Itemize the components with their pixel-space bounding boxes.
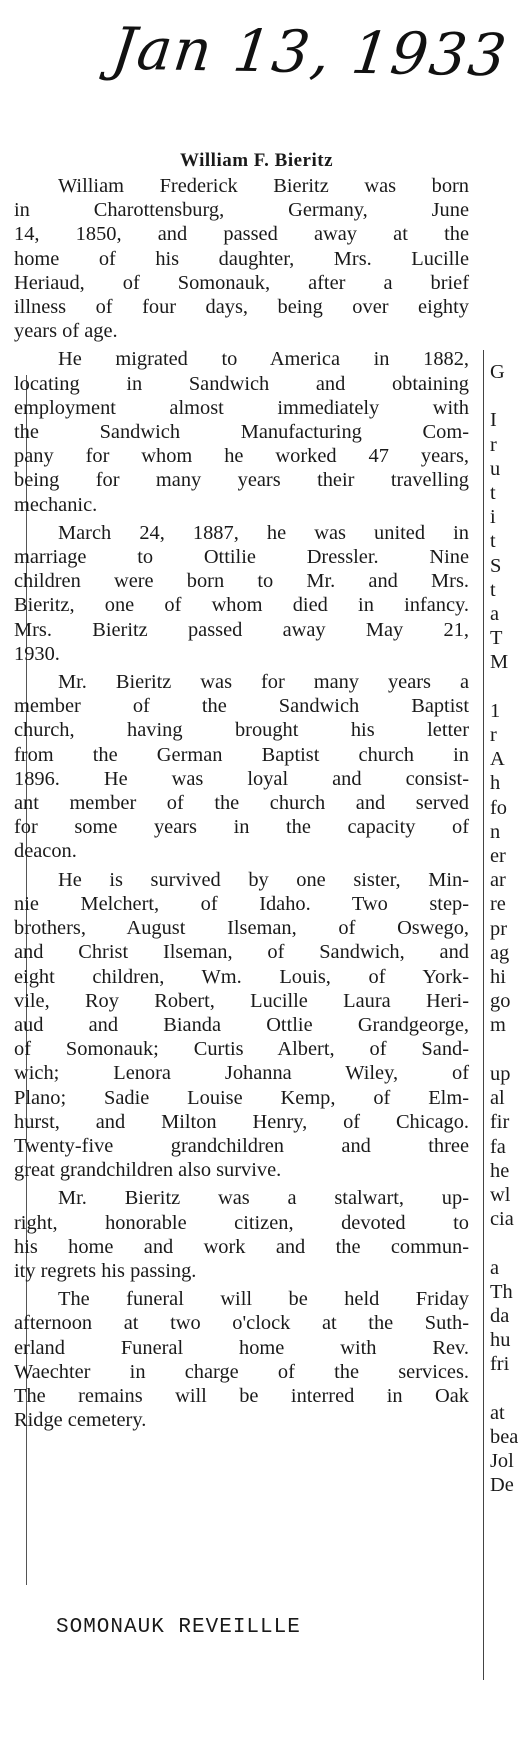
- newspaper-clipping: [14, 150, 519, 1580]
- obituary-paragraph: [14, 1186, 469, 1283]
- paragraph-line: from the German Baptist church in: [14, 743, 469, 766]
- fragment-line: al: [490, 1087, 505, 1110]
- paragraph-line: March 24, 1887, he was united in: [58, 521, 469, 544]
- paragraph-line: 1930.: [14, 642, 60, 665]
- paragraph-line: erland Funeral home with Rev.: [14, 1336, 469, 1359]
- fragment-line: fri: [490, 1353, 510, 1376]
- paragraph-line: marriage to Ottilie Dressler. Nine: [14, 546, 469, 569]
- obituary-paragraph: [14, 868, 469, 1183]
- fragment-line: m: [490, 1014, 506, 1037]
- fragment-line: hu: [490, 1329, 511, 1352]
- paragraph-line: Waechter in charge of the services.: [14, 1360, 469, 1383]
- fragment-line: fir: [490, 1111, 510, 1134]
- paragraph-line: pany for whom he worked 47 years,: [14, 445, 469, 468]
- fragment-line: bea: [490, 1425, 519, 1448]
- paragraph-line: ity regrets his passing.: [14, 1259, 197, 1282]
- paragraph-line: Mrs. Bieritz passed away May 21,: [14, 618, 469, 641]
- fragment-line: t: [490, 530, 496, 553]
- fragment-line: er: [490, 845, 506, 868]
- fragment-line: a: [490, 603, 500, 626]
- paragraph-line: his home and work and the commun-: [14, 1235, 469, 1258]
- paragraph-line: Ridge cemetery.: [14, 1409, 147, 1432]
- fragment-line: go: [490, 990, 511, 1013]
- paragraph-line: Bieritz, one of whom died in infancy.: [14, 594, 469, 617]
- paragraph-line: and Christ Ilseman, of Sandwich, and: [14, 941, 469, 964]
- fragment-line: [490, 1377, 524, 1401]
- fragment-line: [490, 675, 524, 699]
- paragraph-line: He migrated to America in 1882,: [58, 348, 469, 371]
- fragment-line: ar: [490, 869, 506, 892]
- fragment-line: up: [490, 1062, 511, 1085]
- fragment-line: pr: [490, 917, 507, 940]
- paragraph-line: years of age.: [14, 320, 118, 343]
- fragment-line: i: [490, 506, 496, 529]
- right-column-rule: [483, 350, 484, 1680]
- fragment-line: t: [490, 482, 496, 505]
- paragraph-line: Mr. Bieritz was a stalwart, up-: [58, 1187, 469, 1210]
- source-footer: SOMONAUK REVEILLLE: [56, 1616, 301, 1639]
- paragraph-line: brothers, August Ilseman, of Oswego,: [14, 917, 469, 940]
- paragraph-line: member of the Sandwich Baptist: [14, 695, 469, 718]
- obituary-paragraph: [14, 347, 469, 516]
- fragment-line: 1: [490, 699, 501, 722]
- fragment-line: A: [490, 748, 505, 771]
- paragraph-line: afternoon at two o'clock at the Suth-: [14, 1312, 469, 1335]
- paragraph-line: vile, Roy Robert, Lucille Laura Heri-: [14, 989, 469, 1012]
- fragment-line: fa: [490, 1135, 506, 1158]
- obituary-paragraph: [14, 521, 469, 666]
- paragraph-line: ant member of the church and served: [14, 792, 469, 815]
- fragment-line: Th: [490, 1280, 513, 1303]
- fragment-line: t: [490, 578, 496, 601]
- fragment-line: h: [490, 772, 501, 795]
- fragment-line: ag: [490, 941, 510, 964]
- obituary-paragraph: [14, 1287, 469, 1432]
- obituary-paragraph: [14, 174, 469, 343]
- paragraph-line: Heriaud, of Somonauk, after a brief: [14, 271, 469, 294]
- paragraph-line: He is survived by one sister, Min-: [58, 868, 469, 891]
- paragraph-line: right, honorable citizen, devoted to: [14, 1211, 469, 1234]
- fragment-line: wl: [490, 1183, 511, 1206]
- paragraph-line: eight children, Wm. Louis, of York-: [14, 965, 469, 988]
- paragraph-line: nie Melchert, of Idaho. Two step-: [14, 892, 469, 915]
- paragraph-line: wich; Lenora Johanna Wiley, of: [14, 1062, 469, 1085]
- paragraph-line: the Sandwich Manufacturing Com-: [14, 421, 469, 444]
- fragment-line: r: [490, 724, 497, 747]
- fragment-line: S: [490, 554, 502, 577]
- obituary-column: [14, 150, 469, 1436]
- adjacent-column-fragments: [490, 360, 524, 1498]
- paragraph-line: mechanic.: [14, 493, 98, 516]
- fragment-line: u: [490, 457, 501, 480]
- fragment-line: re: [490, 893, 506, 916]
- paragraph-line: The remains will be interred in Oak: [14, 1384, 469, 1407]
- paragraph-line: in Charottensburg, Germany, June: [14, 199, 469, 222]
- paragraph-line: aud and Bianda Ottlie Grandgeorge,: [14, 1013, 469, 1036]
- paragraph-line: 14, 1850, and passed away at the: [14, 223, 469, 246]
- paragraph-line: church, having brought his letter: [14, 719, 469, 742]
- fragment-line: n: [490, 820, 501, 843]
- fragment-line: T: [490, 627, 503, 650]
- fragment-line: da: [490, 1304, 510, 1327]
- paragraph-line: Plano; Sadie Louise Kemp, of Elm-: [14, 1086, 469, 1109]
- fragment-line: G: [490, 361, 505, 383]
- fragment-line: [490, 1231, 524, 1255]
- fragment-line: cia: [490, 1208, 514, 1231]
- paragraph-line: Mr. Bieritz was for many years a: [58, 671, 469, 694]
- fragment-line: Jol: [490, 1450, 514, 1473]
- obituary-headline: William F. Bieritz: [179, 150, 334, 171]
- paragraph-line: for some years in the capacity of: [14, 816, 469, 839]
- paragraph-line: deacon.: [14, 840, 77, 863]
- fragment-line: M: [490, 651, 509, 674]
- fragment-line: a: [490, 1256, 500, 1279]
- paragraph-line: great grandchildren also survive.: [14, 1159, 282, 1182]
- fragment-line: he: [490, 1159, 510, 1182]
- paragraph-line: being for many years their travelling: [14, 469, 469, 492]
- paragraph-line: William Frederick Bieritz was born: [58, 175, 469, 197]
- paragraph-line: of Somonauk; Curtis Albert, of Sand-: [14, 1038, 469, 1061]
- paragraph-line: 1896. He was loyal and consist-: [14, 767, 469, 790]
- fragment-line: hi: [490, 966, 506, 989]
- fragment-line: fo: [490, 796, 507, 819]
- fragment-line: I: [490, 409, 497, 432]
- fragment-line: [490, 1038, 524, 1062]
- paragraph-line: home of his daughter, Mrs. Lucille: [14, 247, 469, 270]
- fragment-line: [490, 384, 524, 408]
- obituary-paragraph: [14, 670, 469, 864]
- paragraph-line: employment almost immediately with: [14, 396, 469, 419]
- paragraph-line: locating in Sandwich and obtaining: [14, 372, 469, 395]
- paragraph-line: hurst, and Milton Henry, of Chicago.: [14, 1110, 469, 1133]
- paragraph-line: The funeral will be held Friday: [58, 1288, 469, 1311]
- handwritten-date: Jan 13, 1933: [108, 14, 512, 90]
- fragment-line: De: [490, 1474, 514, 1497]
- fragment-line: r: [490, 433, 497, 456]
- fragment-line: at: [490, 1401, 505, 1424]
- paragraph-line: Twenty-five grandchildren and three: [14, 1134, 469, 1157]
- paragraph-line: children were born to Mr. and Mrs.: [14, 570, 469, 593]
- paragraph-line: illness of four days, being over eighty: [14, 296, 469, 319]
